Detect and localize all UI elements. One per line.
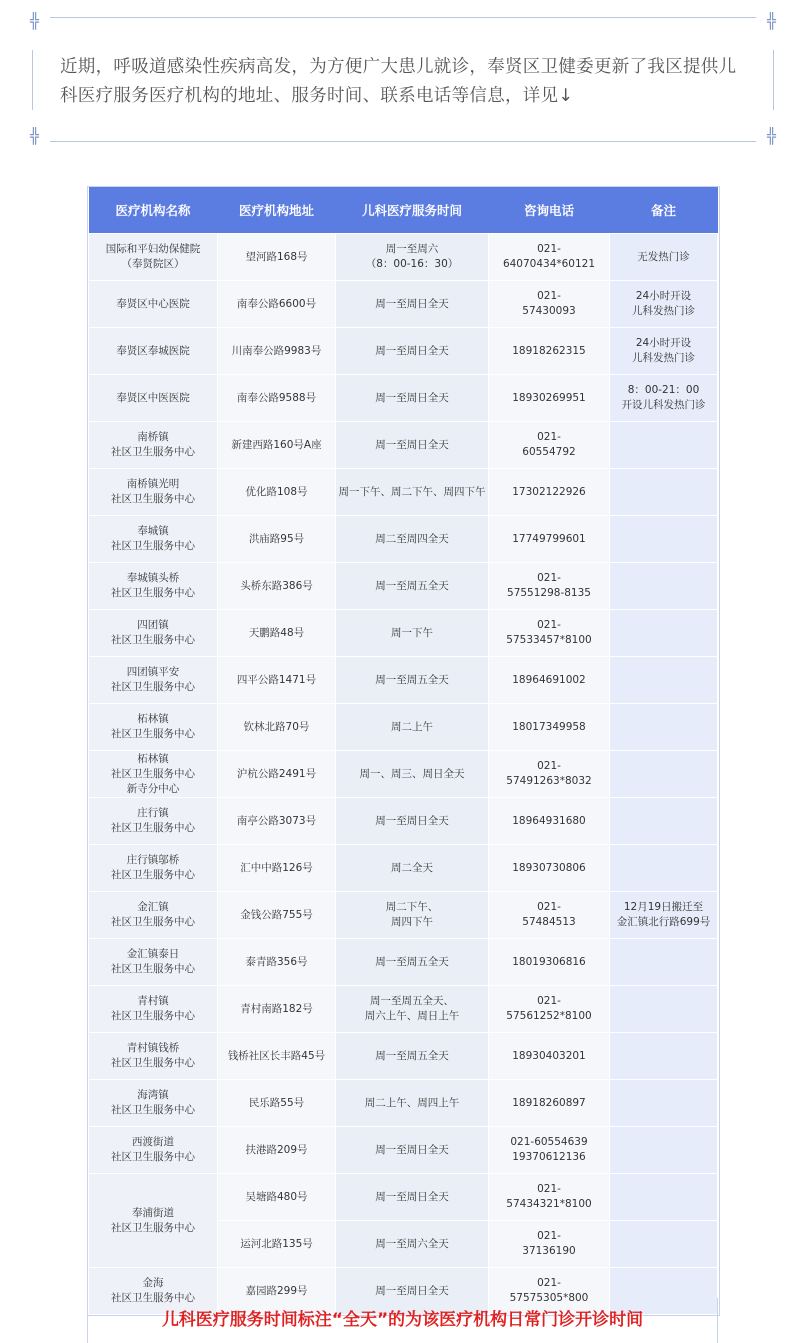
cell-address: 钱桥社区长丰路45号 — [218, 1033, 336, 1080]
cell-address: 青村南路182号 — [218, 986, 336, 1033]
corner-ornament-icon: ╬ — [766, 12, 776, 30]
cell-time: 周一至周日全天 — [336, 1127, 489, 1174]
table-row — [89, 563, 718, 610]
corner-ornament-icon: ╬ — [30, 127, 40, 145]
frame-right-line — [773, 50, 774, 110]
header-note: 备注 — [610, 187, 718, 234]
cell-address: 吴塘路480号 — [218, 1174, 336, 1221]
cell-note — [610, 1080, 718, 1127]
cell-address: 南奉公路9588号 — [218, 375, 336, 422]
cell-phone: 021- 64070434*60121 — [489, 234, 610, 281]
cell-name: 奉城镇 社区卫生服务中心 — [89, 516, 218, 563]
cell-note — [610, 1221, 718, 1268]
cell-name: 奉贤区中心医院 — [89, 281, 218, 328]
cell-name: 金海 社区卫生服务中心 — [89, 1268, 218, 1315]
cell-note: 24小时开设 儿科发热门诊 — [610, 281, 718, 328]
cell-address: 新建西路160号A座 — [218, 422, 336, 469]
cell-phone: 18964691002 — [489, 657, 610, 704]
cell-address: 优化路108号 — [218, 469, 336, 516]
cell-name: 四团镇平安 社区卫生服务中心 — [89, 657, 218, 704]
cell-time: 周一至周日全天 — [336, 798, 489, 845]
cell-name: 奉城镇头桥 社区卫生服务中心 — [89, 563, 218, 610]
cell-address: 嘉园路299号 — [218, 1268, 336, 1315]
table-row — [89, 657, 718, 704]
header-name: 医疗机构名称 — [89, 187, 218, 234]
cell-time: 周一至周六 （8：00-16：30） — [336, 234, 489, 281]
table-row — [89, 939, 718, 986]
header-address: 医疗机构地址 — [218, 187, 336, 234]
cell-name: 南桥镇 社区卫生服务中心 — [89, 422, 218, 469]
cell-time: 周一、周三、周日全天 — [336, 751, 489, 798]
cell-phone: 021- 60554792 — [489, 422, 610, 469]
cell-time: 周一至周五全天 — [336, 939, 489, 986]
cell-phone: 18017349958 — [489, 704, 610, 751]
cell-phone: 18930730806 — [489, 845, 610, 892]
cell-time: 周一至周日全天 — [336, 375, 489, 422]
cell-phone: 021- 57561252*8100 — [489, 986, 610, 1033]
cell-time: 周一至周五全天 — [336, 563, 489, 610]
table-row — [89, 986, 718, 1033]
table-row — [89, 845, 718, 892]
cell-time: 周一至周六全天 — [336, 1221, 489, 1268]
cell-address: 汇中中路126号 — [218, 845, 336, 892]
cell-name: 国际和平妇幼保健院 （奉贤院区） — [89, 234, 218, 281]
cell-name: 四团镇 社区卫生服务中心 — [89, 610, 218, 657]
cell-note: 无发热门诊 — [610, 234, 718, 281]
header-phone: 咨询电话 — [489, 187, 610, 234]
cell-time: 周一至周日全天 — [336, 1268, 489, 1315]
table-row — [89, 328, 718, 375]
cell-note — [610, 986, 718, 1033]
cell-note — [610, 798, 718, 845]
cell-note — [610, 751, 718, 798]
cell-address: 沪杭公路2491号 — [218, 751, 336, 798]
cell-note — [610, 516, 718, 563]
table-row — [89, 798, 718, 845]
cell-time: 周一至周日全天 — [336, 422, 489, 469]
cell-note — [610, 469, 718, 516]
cell-note — [610, 610, 718, 657]
table-row — [89, 469, 718, 516]
cell-address: 钦林北路70号 — [218, 704, 336, 751]
frame-top-line — [50, 17, 756, 18]
table-header-row — [89, 187, 718, 234]
cell-time: 周二上午、周四上午 — [336, 1080, 489, 1127]
corner-ornament-icon: ╬ — [30, 12, 40, 30]
header-time: 儿科医疗服务时间 — [336, 187, 489, 234]
cell-time: 周一至周五全天、 周六上午、周日上午 — [336, 986, 489, 1033]
cell-note — [610, 563, 718, 610]
cell-time: 周二全天 — [336, 845, 489, 892]
table-row — [89, 1127, 718, 1174]
cell-time: 周一下午、周二下午、周四下午 — [336, 469, 489, 516]
cell-time: 周一至周五全天 — [336, 657, 489, 704]
cell-phone: 021-60554639 19370612136 — [489, 1127, 610, 1174]
cell-name: 柘林镇 社区卫生服务中心 — [89, 704, 218, 751]
cell-phone: 021- 57430093 — [489, 281, 610, 328]
table-row — [89, 281, 718, 328]
cell-address: 民乐路55号 — [218, 1080, 336, 1127]
cell-note: 8：00-21：00 开设儿科发热门诊 — [610, 375, 718, 422]
cell-note — [610, 704, 718, 751]
cell-phone: 021- 57491263*8032 — [489, 751, 610, 798]
intro-text: 近期，呼吸道感染性疾病高发，为方便广大患儿就诊，奉贤区卫健委更新了我区提供儿科医疗服务医疗机构的地址、服务时间、联系电话等信息，详见↓ — [60, 57, 737, 106]
cell-phone: 021- 37136190 — [489, 1221, 610, 1268]
table-row — [89, 375, 718, 422]
table-row — [89, 1174, 718, 1221]
cell-name: 金汇镇 社区卫生服务中心 — [89, 892, 218, 939]
cell-name: 奉浦街道 社区卫生服务中心 — [89, 1174, 218, 1268]
cell-name: 南桥镇光明 社区卫生服务中心 — [89, 469, 218, 516]
cell-address: 运河北路135号 — [218, 1221, 336, 1268]
cell-note — [610, 1127, 718, 1174]
cell-note — [610, 845, 718, 892]
cell-phone: 021- 57533457*8100 — [489, 610, 610, 657]
cell-time: 周二至周四全天 — [336, 516, 489, 563]
cell-name: 青村镇钱桥 社区卫生服务中心 — [89, 1033, 218, 1080]
cell-phone: 18918260897 — [489, 1080, 610, 1127]
cell-address: 头桥东路386号 — [218, 563, 336, 610]
cell-note: 24小时开设 儿科发热门诊 — [610, 328, 718, 375]
cell-name: 西渡街道 社区卫生服务中心 — [89, 1127, 218, 1174]
cell-phone: 17302122926 — [489, 469, 610, 516]
cell-phone: 18019306816 — [489, 939, 610, 986]
cell-time: 周二上午 — [336, 704, 489, 751]
cell-phone: 021- 57575305*800 — [489, 1268, 610, 1315]
table-row — [89, 1033, 718, 1080]
cell-time: 周一至周日全天 — [336, 1174, 489, 1221]
cell-address: 川南奉公路9983号 — [218, 328, 336, 375]
table-row — [89, 704, 718, 751]
cell-note — [610, 1033, 718, 1080]
frame-left-line — [32, 50, 33, 110]
cell-address: 泰青路356号 — [218, 939, 336, 986]
cell-phone: 18930269951 — [489, 375, 610, 422]
cell-address: 扶港路209号 — [218, 1127, 336, 1174]
cell-phone: 18918262315 — [489, 328, 610, 375]
cell-name: 庄行镇 社区卫生服务中心 — [89, 798, 218, 845]
cell-name: 海湾镇 社区卫生服务中心 — [89, 1080, 218, 1127]
cell-name: 金汇镇泰日 社区卫生服务中心 — [89, 939, 218, 986]
table-row — [89, 234, 718, 281]
cell-note — [610, 939, 718, 986]
cell-address: 洪庙路95号 — [218, 516, 336, 563]
cell-address: 四平公路1471号 — [218, 657, 336, 704]
cell-note — [610, 1174, 718, 1221]
cell-phone: 021- 57484513 — [489, 892, 610, 939]
cell-name: 青村镇 社区卫生服务中心 — [89, 986, 218, 1033]
table-row — [89, 516, 718, 563]
table-row — [89, 422, 718, 469]
table-row — [89, 892, 718, 939]
cell-phone: 18964931680 — [489, 798, 610, 845]
table-row — [89, 1080, 718, 1127]
cell-address: 天鹏路48号 — [218, 610, 336, 657]
cell-time: 周一至周五全天 — [336, 1033, 489, 1080]
cell-note: 12月19日搬迁至 金汇镇北行路699号 — [610, 892, 718, 939]
cell-name: 奉贤区中医医院 — [89, 375, 218, 422]
cell-time: 周一至周日全天 — [336, 328, 489, 375]
cell-time: 周一下午 — [336, 610, 489, 657]
cell-address: 南奉公路6600号 — [218, 281, 336, 328]
cell-name: 庄行镇邬桥 社区卫生服务中心 — [89, 845, 218, 892]
pediatric-services-table — [87, 186, 720, 1316]
cell-time: 周一至周日全天 — [336, 281, 489, 328]
corner-ornament-icon: ╬ — [766, 127, 776, 145]
cell-phone: 021- 57551298-8135 — [489, 563, 610, 610]
cell-address: 南亭公路3073号 — [218, 798, 336, 845]
footer-note: 儿科医疗服务时间标注“全天”的为该医疗机构日常门诊开诊时间 — [87, 1298, 718, 1343]
cell-phone: 18930403201 — [489, 1033, 610, 1080]
cell-time: 周二下午、 周四下午 — [336, 892, 489, 939]
cell-note — [610, 657, 718, 704]
table-row — [89, 751, 718, 798]
cell-phone: 17749799601 — [489, 516, 610, 563]
cell-note — [610, 422, 718, 469]
table-row — [89, 610, 718, 657]
cell-address: 金钱公路755号 — [218, 892, 336, 939]
cell-address: 望河路168号 — [218, 234, 336, 281]
cell-phone: 021- 57434321*8100 — [489, 1174, 610, 1221]
cell-name: 柘林镇 社区卫生服务中心 新寺分中心 — [89, 751, 218, 798]
cell-name: 奉贤区奉城医院 — [89, 328, 218, 375]
frame-bottom-line — [50, 141, 756, 142]
